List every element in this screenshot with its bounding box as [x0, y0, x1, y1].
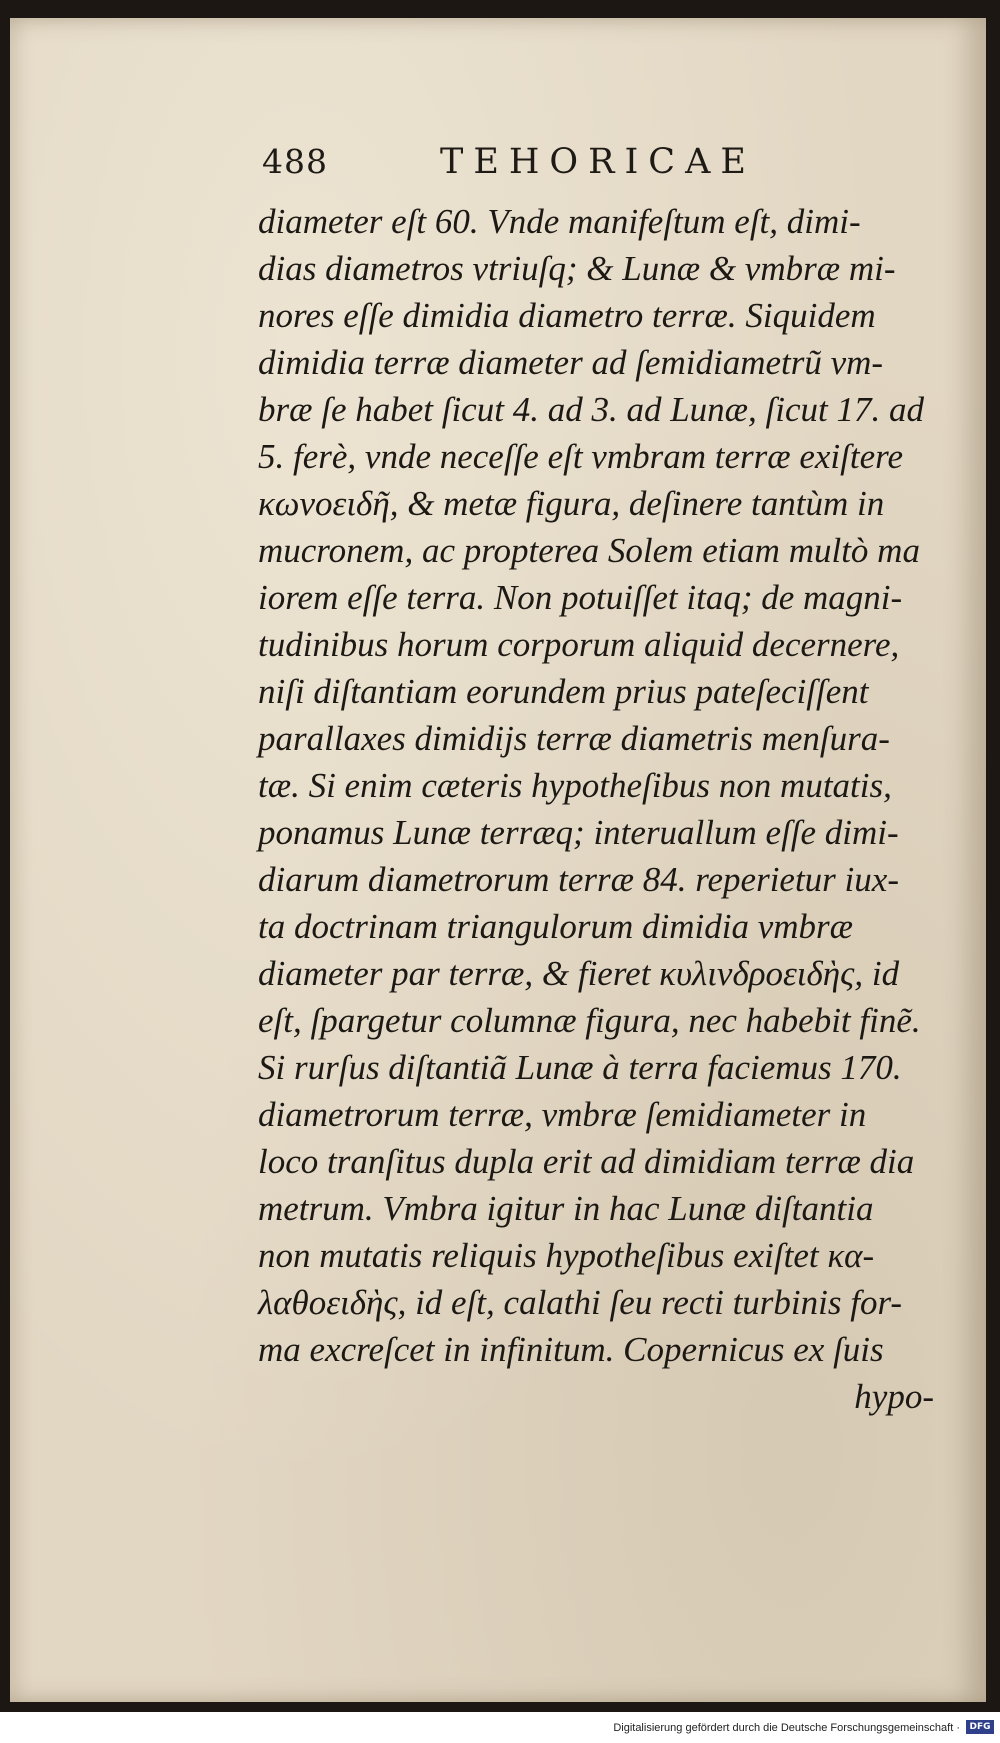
- text-line: ponamus Lunæ terræq; interuallum eſſe dimi-: [258, 813, 899, 852]
- text-line: eſt, ſpargetur columnæ figura, nec habebit finẽ.: [258, 1001, 921, 1040]
- footer-bar: [0, 1714, 1000, 1743]
- text-line: diametrorum terræ, vmbræ ſemidiameter in: [258, 1095, 867, 1134]
- funding-credit: Digitalisierung gefördert durch die Deutsche Forschungsgemeinschaft ·: [613, 1722, 960, 1734]
- text-line: diameter par terræ, & fieret κυλινδροειδὴς, id: [258, 954, 900, 993]
- text-line: dimidia terræ diameter ad ſemidiametrũ vm-: [258, 343, 884, 382]
- text-line: tudinibus horum corporum aliquid decernere,: [258, 625, 900, 664]
- text-line: λαθοειδὴς, id eſt, calathi ſeu recti turbinis for-: [258, 1283, 903, 1322]
- running-head: [262, 142, 962, 192]
- text-line: tæ. Si enim cæteris hypotheſibus non mutatis,: [258, 766, 892, 805]
- text-line: ta doctrinam triangulorum dimidia vmbræ: [258, 907, 854, 946]
- page-number: 488: [262, 142, 328, 181]
- text-line: non mutatis reliquis hypotheſibus exiſtet κα-: [258, 1236, 875, 1275]
- text-line: diameter eſt 60. Vnde manifeſtum eſt, dimi-: [258, 202, 861, 241]
- text-line: κωνοειδῆ, & metæ figura, deſinere tantùm in: [258, 484, 885, 523]
- text-line: dias diametros vtriuſq; & Lunæ & vmbræ mi-: [258, 249, 896, 288]
- text-line: diarum diametrorum terræ 84. reperietur iux-: [258, 860, 899, 899]
- text-line: mucronem, ac propterea Solem etiam multò ma: [258, 531, 920, 570]
- text-line: Si rurſus diſtantiã Lunæ à terra faciemus 170.: [258, 1048, 902, 1087]
- catchword: hypo-: [854, 1377, 934, 1416]
- body-text: [258, 198, 958, 1420]
- text-line: iorem eſſe terra. Non potuiſſet itaq; de magni-: [258, 578, 903, 617]
- text-line: ma excreſcet in infinitum. Copernicus ex ſuis: [258, 1330, 884, 1369]
- text-line: 5. ferè, vnde neceſſe eſt vmbram terræ exiſtere: [258, 437, 903, 476]
- text-line: nores eſſe dimidia diametro terræ. Siquidem: [258, 296, 876, 335]
- text-line: niſi diſtantiam eorundem prius pateſeciſſent: [258, 672, 869, 711]
- text-line: bræ ſe habet ſicut 4. ad 3. ad Lunæ, ſicut 17. ad: [258, 390, 924, 429]
- text-line: metrum. Vmbra igitur in hac Lunæ diſtantia: [258, 1189, 874, 1228]
- dfg-logo: DFG: [966, 1720, 994, 1734]
- text-line: parallaxes dimidijs terræ diametris menſura-: [258, 719, 890, 758]
- text-line: loco tranſitus dupla erit ad dimidiam terræ dia: [258, 1142, 915, 1181]
- running-title: TEHORICAE: [440, 142, 756, 182]
